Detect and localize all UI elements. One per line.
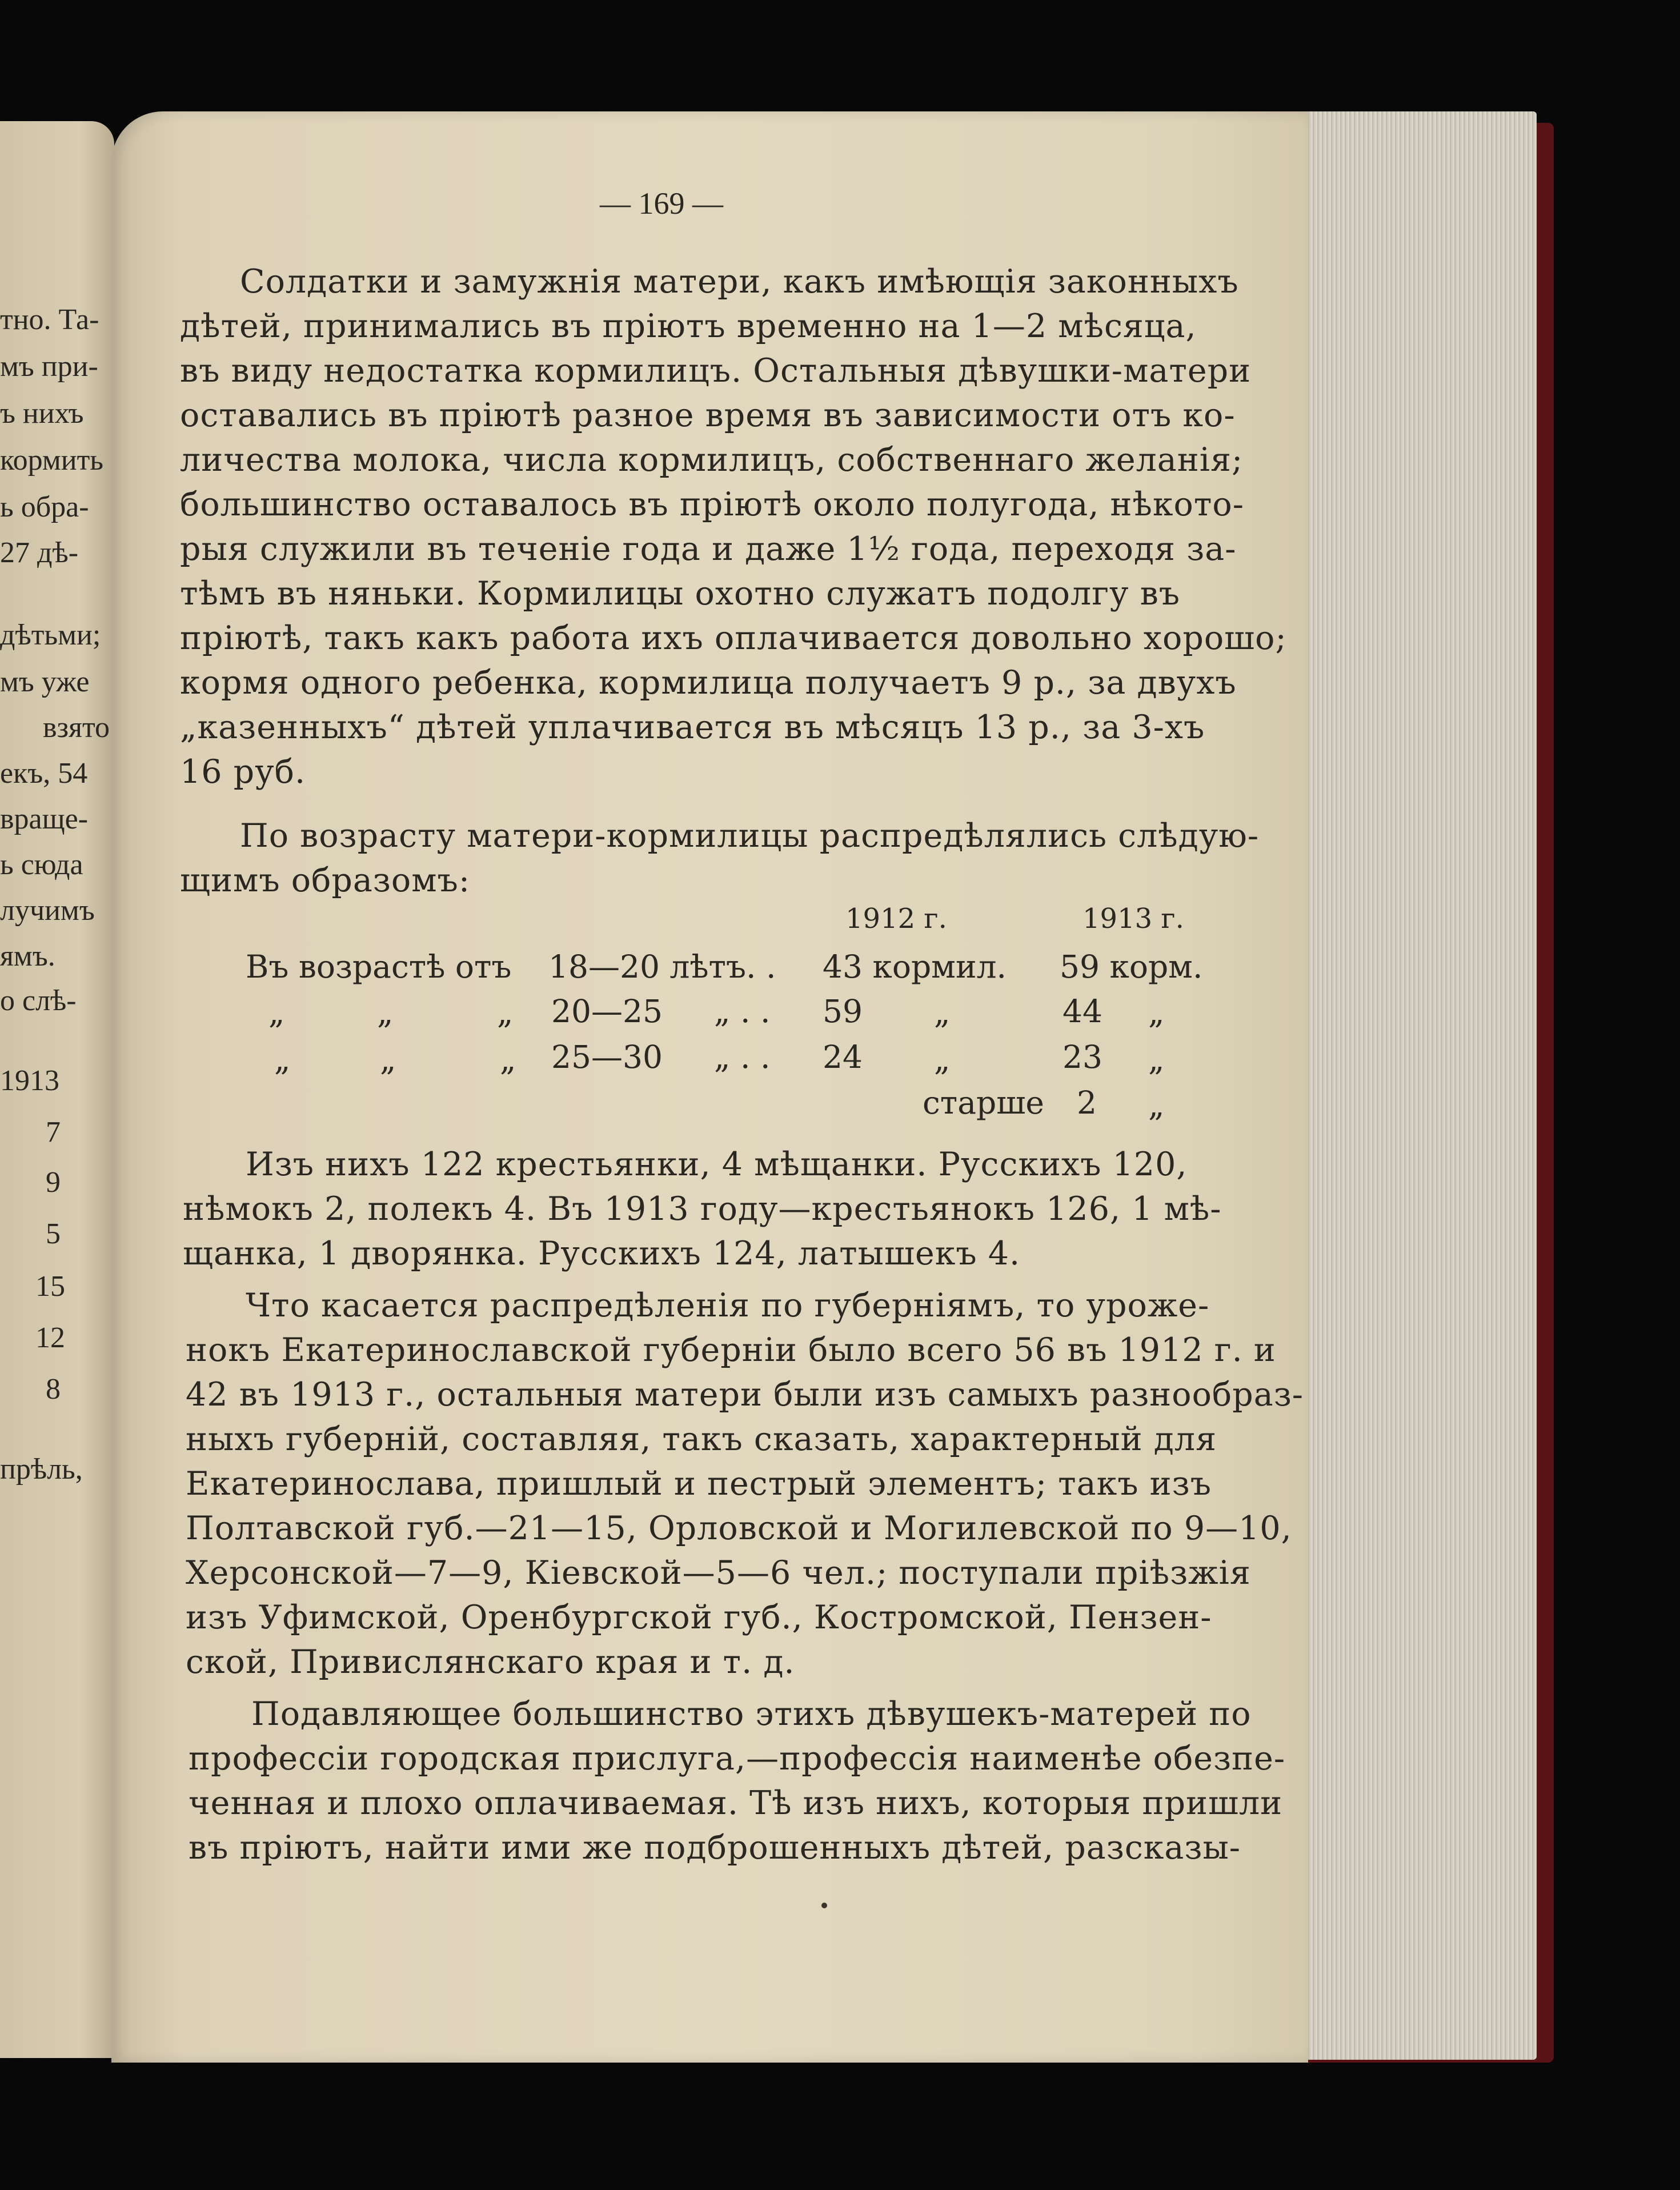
left-page-line: 15: [35, 1270, 65, 1303]
text-line: щанка, 1 дворянка. Русскихъ 124, латышекъ 4.: [183, 1235, 1021, 1272]
text-line: 16 руб.: [180, 753, 306, 791]
left-page-line: тно. Та-: [0, 303, 99, 336]
left-page-line: дѣтьми;: [0, 619, 101, 651]
text-line: 42 въ 1913 г., остальныя матери были изъ самыхъ разнообраз-: [186, 1376, 1304, 1414]
left-page-line: ь сюда: [0, 848, 83, 881]
table-cell-1912: 43 кормил.: [823, 948, 1007, 985]
left-page-line: мъ при-: [0, 350, 98, 383]
text-line: личества молока, числа кормилицъ, собственнаго желанія;: [180, 441, 1244, 479]
page-number: — 169 —: [600, 186, 723, 221]
left-page-line: 12: [35, 1322, 65, 1354]
text-line: Изъ нихъ 122 крестьянки, 4 мѣщанки. Русскихъ 120,: [246, 1146, 1188, 1183]
table-ditto: „: [274, 1041, 291, 1078]
left-page-line: екъ, 54: [0, 757, 88, 790]
left-page-line: мъ уже: [0, 666, 90, 698]
left-page-line: ъ нихъ: [0, 397, 84, 430]
text-line: Екатеринослава, пришлый и пестрый элементъ; такъ изъ: [186, 1465, 1212, 1503]
text-line: въ виду недостатка кормилицъ. Остальныя дѣвушки-матери: [180, 352, 1252, 390]
text-line: щимъ образомъ:: [180, 862, 471, 899]
table-ditto: „: [377, 994, 394, 1031]
left-page-line: ямъ.: [0, 940, 55, 972]
left-page-line: о слѣ-: [0, 984, 77, 1017]
table-cell-1912: 24: [823, 1039, 863, 1075]
text-line: ской, Привислянскаго края и т. д.: [186, 1643, 795, 1681]
table-cell-1913: 23: [1062, 1039, 1102, 1075]
text-line: кормя одного ребенка, кормилица получаетъ 9 р., за двухъ: [180, 664, 1237, 702]
text-line: оставались въ пріютѣ разное время въ зависимости отъ ко-: [180, 397, 1236, 434]
left-page-line: прѣль,: [0, 1453, 83, 1486]
left-page-line: кормить: [0, 444, 104, 477]
left-page-line: 7: [46, 1116, 61, 1148]
text-line: нѣмокъ 2, полекъ 4. Въ 1913 году—крестьянокъ 126, 1 мѣ-: [183, 1190, 1222, 1228]
text-line: Полтавской губ.—21—15, Орловской и Могилевской по 9—10,: [186, 1510, 1292, 1547]
text-line: Солдатки и замужнія матери, какъ имѣющія законныхъ: [240, 263, 1239, 301]
text-line: профессіи городская прислуга,—профессія наименѣе обезпе-: [189, 1740, 1286, 1777]
table-cell-1913: 44: [1062, 993, 1102, 1030]
table-ditto: „: [934, 994, 951, 1031]
text-line: большинство оставалось въ пріютѣ около полугода, нѣкото-: [180, 486, 1244, 523]
ink-speck: [821, 1903, 827, 1908]
left-page-line: 27 дѣ-: [0, 537, 79, 569]
left-page-line: лучимъ: [0, 894, 95, 927]
text-line: ченная и плохо оплачиваемая. Тѣ изъ нихъ, которыя пришли: [189, 1784, 1283, 1822]
table-dots: „ . .: [714, 1039, 771, 1075]
left-page-line: враще-: [0, 803, 89, 835]
text-line: Херсонской—7—9, Кіевской—5—6 чел.; поступали пріѣзжія: [186, 1554, 1251, 1592]
left-page-line: 1913: [0, 1064, 59, 1097]
table-cell-range: 20—25: [551, 993, 663, 1030]
table-cell-range: 18—20 лѣтъ. .: [548, 948, 776, 985]
table-ditto: „: [497, 994, 514, 1031]
text-line: Что касается распредѣленія по губерніямъ, то уроже-: [246, 1287, 1210, 1324]
table-cell-range: 25—30: [551, 1039, 663, 1075]
left-page-line: ь обра-: [0, 491, 89, 523]
table-ditto: „: [1148, 1087, 1165, 1123]
text-line: рыя служили въ теченіе года и даже 1½ года, переходя за-: [180, 530, 1237, 568]
table-ditto: „: [1148, 994, 1165, 1031]
table-cell-1913: 59 корм.: [1060, 948, 1203, 985]
table-row-label: Въ возрастѣ отъ: [246, 948, 512, 985]
left-page: [0, 121, 114, 2058]
table-ditto: „: [500, 1041, 516, 1078]
text-line: Подавляющее большинство этихъ дѣвушекъ-матерей по: [251, 1695, 1252, 1733]
table-row-label: старше: [923, 1084, 1044, 1121]
left-page-line: 8: [46, 1373, 61, 1406]
table-dots: „ . .: [714, 993, 771, 1030]
text-line: нокъ Екатеринославской губерніи было всего 56 въ 1912 г. и: [186, 1331, 1276, 1369]
table-header-1913: 1913 г.: [1082, 903, 1184, 935]
table-cell-1912: 59: [823, 993, 863, 1030]
left-page-line: 9: [46, 1166, 61, 1199]
text-line: пріютѣ, такъ какъ работа ихъ оплачивается довольно хорошо;: [180, 619, 1287, 657]
table-ditto: „: [268, 994, 285, 1031]
text-line: въ пріютъ, найти ими же подброшенныхъ дѣтей, разсказы-: [189, 1829, 1241, 1867]
text-line: изъ Уфимской, Оренбургской губ., Костромской, Пензен-: [186, 1599, 1212, 1636]
table-ditto: „: [1148, 1041, 1165, 1078]
text-line: ныхъ губерній, составляя, такъ сказать, характерный для: [186, 1420, 1217, 1458]
text-line: тѣмъ въ няньки. Кормилицы охотно служатъ подолгу въ: [180, 575, 1181, 612]
table-ditto: „: [380, 1041, 396, 1078]
left-page-line: взято: [43, 711, 110, 744]
text-line: дѣтей, принимались въ пріютъ временно на 1—2 мѣсяца,: [180, 307, 1197, 345]
table-header-1912: 1912 г.: [845, 903, 947, 935]
page-edges: [1297, 111, 1537, 2060]
table-cell-1913: 2: [1077, 1084, 1097, 1121]
text-line: „казенныхъ“ дѣтей уплачивается въ мѣсяцъ 13 р., за 3-хъ: [180, 708, 1205, 746]
left-page-line: 5: [46, 1218, 61, 1250]
table-ditto: „: [934, 1041, 951, 1078]
text-line: По возрасту матери-кормилицы распредѣлялись слѣдую-: [240, 817, 1260, 855]
